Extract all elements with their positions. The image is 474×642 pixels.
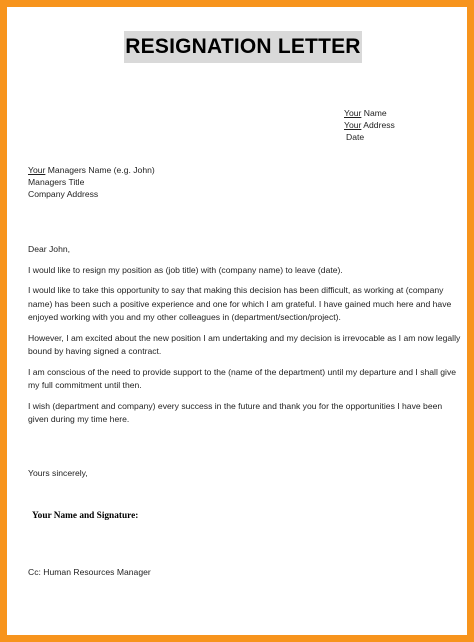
sender-date: Date xyxy=(346,132,365,142)
paragraph: I wish (department and company) every success in the future and thank you for the opportunities I have been given during my time here. xyxy=(28,400,443,424)
document-title: RESIGNATION LETTER xyxy=(124,31,362,63)
recipient-managers-prefix: Your xyxy=(28,165,46,175)
recipient-block xyxy=(28,164,155,200)
paragraph: However, I am excited about the new position I am undertaking and my decision is irrevocable as I am now legally bound by having signed a contract. xyxy=(28,332,461,356)
paragraph: I would like to take this opportunity to say that making this decision has been difficult, as working at (company name) has been such a positive experience and one for which I am grateful. I have gained much here and have enjoyed working with you and my other colleagues in (department/section/project). xyxy=(28,285,452,322)
recipient-managers-title: Managers Title xyxy=(28,177,85,187)
cc-line: Cc: Human Resources Manager xyxy=(28,567,151,577)
sender-address-prefix: Your xyxy=(344,120,362,130)
salutation: Dear John, xyxy=(28,244,71,254)
sender-name-rest: Name xyxy=(361,108,387,118)
recipient-managers-name xyxy=(28,164,155,176)
sender-block xyxy=(344,107,395,143)
paragraph: I am conscious of the need to provide support to the (name of the department) until my departure and I shall give my full commitment until then. xyxy=(28,366,457,390)
recipient-company-address: Company Address xyxy=(28,189,99,199)
sender-address-rest: Address xyxy=(361,120,395,130)
recipient-managers-rest: Managers Name (e.g. John) xyxy=(45,165,155,175)
sender-address xyxy=(344,119,395,131)
paragraph: I would like to resign my position as (job title) with (company name) to leave (date). xyxy=(28,264,343,275)
letter-body xyxy=(28,243,464,434)
closing: Yours sincerely, xyxy=(28,468,88,478)
sender-name-prefix: Your xyxy=(344,108,362,118)
signature-line: Your Name and Signature: xyxy=(32,511,139,521)
sender-name xyxy=(344,107,395,119)
